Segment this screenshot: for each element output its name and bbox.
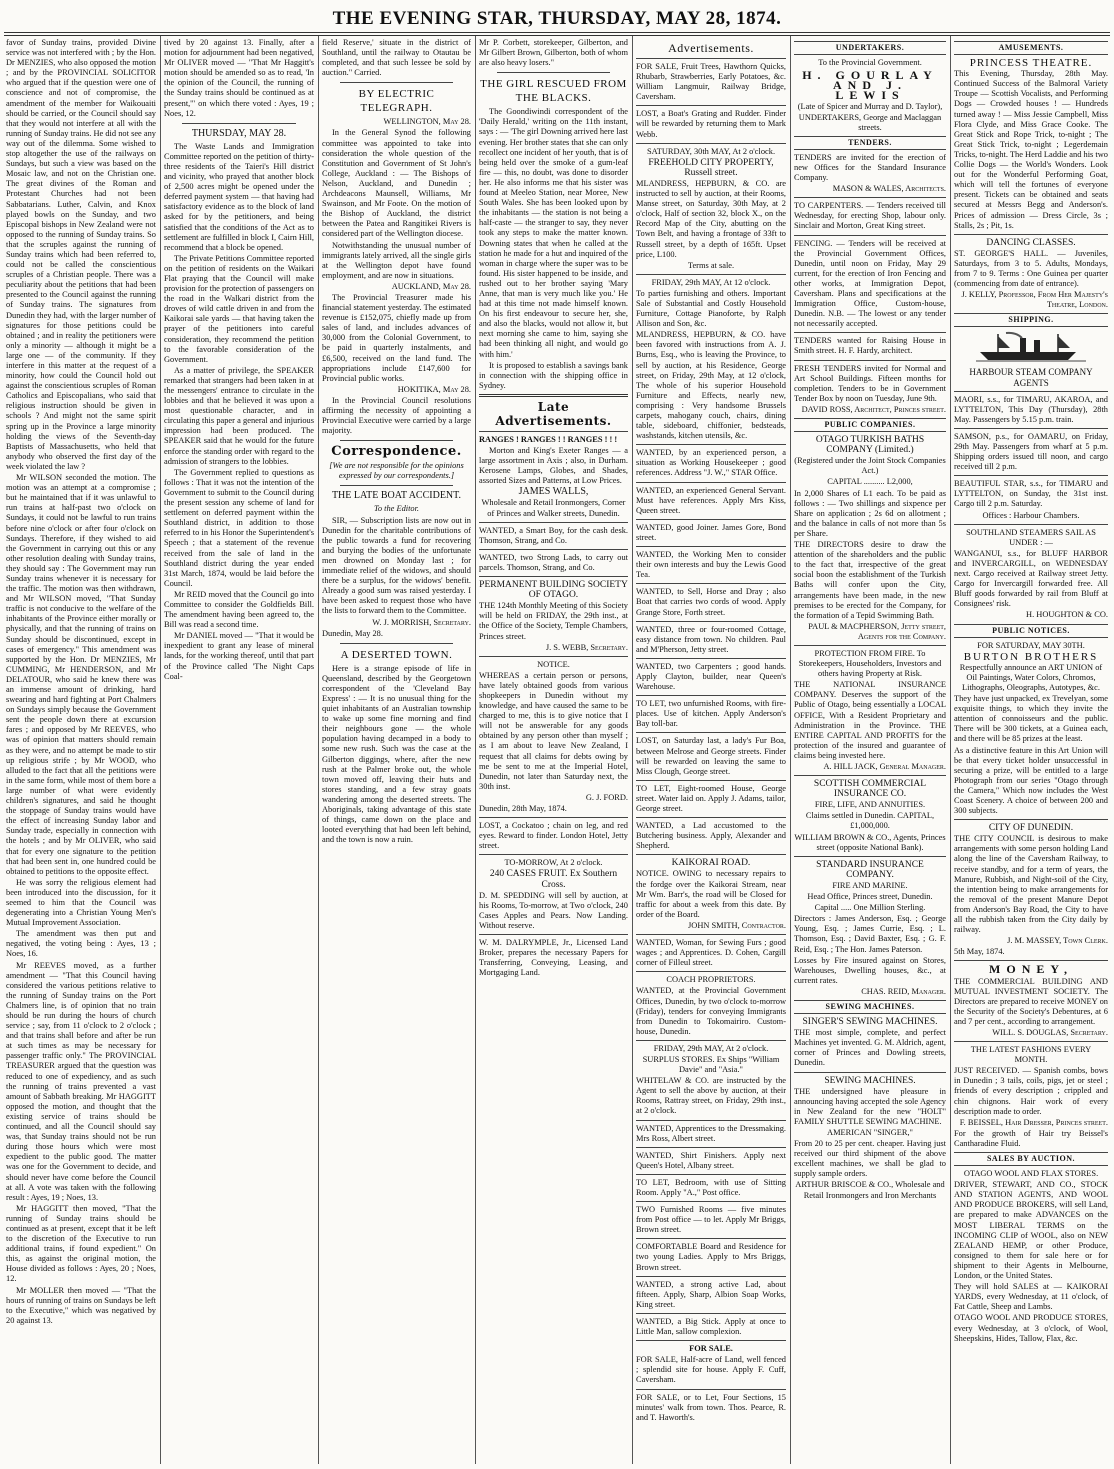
divider — [479, 431, 628, 432]
signature: ARTHUR BRISCOE & CO., Wholesale and Retail Ironmongers and Iron Merchants — [795, 1180, 945, 1200]
divider — [954, 234, 1108, 235]
article-paragraph: tived by 20 against 13. Finally, after a motion for adjournment had been negatived, Mr OLIVER moved — "That Mr Haggitt's motion should be amended so as to read, 'In the opinion of the Council, the running of the Sunday trains should be continued as at present,'" on which there voted : Ayes, 19 ; Noes, 12. — [164, 38, 314, 118]
classified-ad: LOST, a Cockatoo ; chain on leg, and red eyes. Reward to finder. London Hotel, Jetty street. — [479, 821, 628, 851]
ad-body: Morton and King's Exeter Ranges — a large assortment in Axis ; also, in Durham. Kerosene Lamps, Globes, and Shades, assorted Sizes and Patterns, at Low Prices. — [479, 446, 628, 486]
classified-ad: TO LET, Eight-roomed House, George street. Water laid on. Apply J. Adams, tailor, George street. — [636, 783, 786, 813]
divider — [479, 522, 628, 523]
classified-ad: TO LET, two unfurnished Rooms, with fire-places. Use of kitchen. Apply Anderson's Bay toll-bar. — [636, 699, 786, 729]
ad-body: WANTED, at the Provincial Government Offices, Dunedin, by two o'clock to-morrow (Friday), tenders for conveying Immigrants from Dunedin to Tokomairiro. Custom-house, Dunedin. — [636, 986, 786, 1036]
section-heading: UNDERTAKERS. — [794, 41, 946, 55]
divider — [479, 854, 628, 855]
section-heading: AMUSEMENTS. — [954, 41, 1108, 55]
column-divider — [160, 36, 161, 1464]
ad-body: Claims settled in Dunedin. CAPITAL, £1,000,000. — [805, 811, 935, 831]
section-heading: TENDERS. — [794, 136, 946, 150]
column-divider — [632, 36, 633, 1464]
signature: J. KELLY, Professor, From Her Majesty's Theatre, London. — [961, 290, 1108, 310]
divider — [794, 332, 946, 333]
divider — [340, 643, 453, 644]
article-paragraph: He was sorry the religious element had been introduced into the discussion, for it seemed to him that the Council was degenerating into a Christian Young Men's Mutual Improvement Association. — [6, 877, 156, 928]
classified-ad: WANTED, a Lad accustomed to the Butchering business. Apply, Alexander and Shepherd. — [636, 821, 786, 851]
ad-body: In 2,000 Shares of L1 each. To be paid as follows : — Two shillings and sixpence per Share on application ; 2s 6d on allotment ; and the balance in calls of not more than 5s per Share. — [794, 488, 946, 538]
divider — [794, 235, 946, 236]
divider — [794, 1072, 946, 1073]
divider — [636, 1389, 786, 1390]
masthead: THE EVENING STAR, THURSDAY, MAY 28, 1874. — [332, 8, 782, 29]
divider — [182, 123, 296, 124]
dateline: AUCKLAND, May 28. — [391, 281, 471, 291]
column-7 — [954, 38, 1108, 1464]
divider — [636, 444, 786, 445]
section-heading: SEWING MACHINES. — [794, 1000, 946, 1014]
divider — [636, 621, 786, 622]
ad-body: Terms at sale. — [687, 260, 735, 270]
section-heading: Advertisements. — [668, 41, 754, 55]
classified-ad: W. M. DALRYMPLE, Jr., Licensed Land Broker, prepares the necessary Papers for Transferring, Conveying, Leasing, and Mortgaging Land. — [479, 938, 628, 978]
ad-headline: 240 CASES FRUIT. Ex Southern Cross. — [489, 869, 618, 890]
ad-headline: FOR SATURDAY, MAY 30TH. — [977, 640, 1085, 650]
ad-body: THE NATIONAL INSURANCE COMPANY. Deserves the support of the Public of Otago, being essentially a LOCAL OFFICE, With a Resident Proprietary and Administration in the Province. THE ENTIRE CAPITAL AND PROFITS for the protection of the insured and guarantee of claims being invested here. — [794, 680, 946, 760]
divider — [794, 197, 946, 198]
divider — [636, 583, 786, 584]
notice-date: Dunedin, 28th May, 1874. — [479, 804, 567, 813]
ad-body: Head Office, Princes street, Dunedin. — [807, 892, 933, 902]
divider — [636, 1174, 786, 1175]
divider — [636, 143, 786, 144]
signature: W. J. MORRISH, Secretary. — [372, 617, 471, 627]
divider — [479, 549, 628, 550]
column-6 — [794, 38, 946, 1464]
divider — [954, 428, 1108, 429]
ad-body: They will hold SALES at — KAIKORAI YARDS, every Wednesday, at 11 o'clock, of Fat Cattle, Sheep and Lambs. — [954, 1282, 1108, 1312]
divider — [954, 1041, 1108, 1042]
divider — [636, 1147, 786, 1148]
divider — [636, 854, 786, 855]
article-paragraph: The Provincial Treasurer made his financial statement yesterday. The estimated revenue is £152,075, chiefly made up from sales of land, and includes advances of 30,000 from the Colonial Government, to be paid in quarterly instalments, and £6,500, received on the land fund. The appropriations include £147,600 for Provincial public works. — [322, 292, 471, 383]
article-paragraph: Mr DANIEL moved — "That it would be inexpedient to grant any lease of mineral lands, for the working thereof, until that part of the Province called 'The Night Caps Coal- — [164, 631, 314, 681]
ad-headline: COACH PROPRIETORS. — [666, 975, 756, 985]
ad-body: DRIVER, STEWART, AND CO., STOCK AND STATION AGENTS, AND WOOL AND PRODUCE BROKERS, will sell Land, are prepared to make ADVANCES on the MOST LIBERAL TERMS on the INCOMING CLIP of WOOL, also on NEW ZEALAND HEMP, or other Produce, consigned to them for sale here or for shipment to their Agents in Melbourne, London, or the United States. — [954, 1180, 1108, 1281]
column-divider — [790, 36, 791, 1464]
classified-ad: WANTED, a strong active Lad, about fifteen. Apply, Sharp, Albion Soap Works, King street. — [636, 1279, 786, 1309]
ad-headline: OTAGO WOOL AND FLAX STORES. — [963, 1169, 1099, 1179]
article-paragraph: Mr MOLLER then moved — "That the hours of running of trains on Sundays be left to the Executive," which was negatived by 20 against 13. — [6, 1285, 156, 1325]
ad-body: Capital ..... One Million Sterling. — [814, 903, 926, 913]
ad-body: NOTICE. OWING to necessary repairs to the fordge over the Kaikorai Stream, near Mr Wm. Barr's, the road will be Closed for traffic for about a week from this date. By order of the Board. — [636, 869, 786, 919]
classified-ad: FENCING. — Tenders will be received at the Provincial Government Offices, Dunedin, until noon on Friday, May 29 current, for the erection of Iron Fencing and other works, at Immigration Depot, Caversham. Plans and specifications at the Immigration Office, Custom-house, Dunedin. N.B. — The lowest or any tender not necessarily accepted. — [794, 238, 946, 329]
ad-headline: SOUTHLAND STEAMERS SAIL AS UNDER : — — [966, 527, 1096, 547]
ad-headline: PRINCESS THEATRE. — [969, 57, 1093, 70]
ad-headline: NOTICE. — [537, 659, 570, 669]
classified-ad: WANTED, Shirt Finishers. Apply next Queen's Hotel, Albany street. — [636, 1150, 786, 1170]
ad-headline: KAIKORAI ROAD. — [671, 858, 751, 869]
signature: J. M. MASSEY, Town Clerk. — [1007, 936, 1108, 946]
ad-headline: PROTECTION FROM FIRE. To Storekeepers, Householders, Investors and others having Property at Risk. — [798, 648, 942, 679]
divider — [636, 546, 786, 547]
classified-ad: WANTED, three or four-roomed Cottage, easy distance from town. No children. Paul and M'Pherson, Jetty street. — [636, 624, 786, 654]
divider — [954, 475, 1108, 476]
column-divider — [475, 36, 476, 1464]
divider — [636, 971, 786, 972]
ad-body: ST. GEORGE'S HALL. — Juveniles, Saturdays, from 3 to 5. Adults, Mondays, from 7 to 9. Terms : One Guinea per quarter (commencing from date of entrance). — [954, 248, 1108, 289]
masthead-rule — [4, 32, 1110, 33]
classified-ad: FRESH TENDERS invited for Normal and Art School Buildings. Fifteen months for completion. Tenders to be in Government Tender Box by noon on Tuesday, June 9th. — [794, 363, 946, 403]
ad-body: WHEREAS a certain person or persons, have lately obtained goods from various shopkeepers in Dunedin without my knowledge, and have caused the same to be charged to me, this is to give notice that I will not be answerable for any goods obtained by any person other than myself ; as I am about to leave New Zealand, I request that all claims for debts owing by me be sent to me at the Imperial Hotel, Dunedin, not later than Saturday next, the 30th inst. — [479, 670, 628, 791]
signature: CHAS. REID, Manager. — [861, 986, 946, 996]
column-1 — [6, 38, 156, 1464]
divider — [636, 658, 786, 659]
divider — [954, 391, 1108, 392]
article-paragraph: It is proposed to establish a savings bank in connection with the shipping office in Sydney. — [479, 360, 628, 390]
section-heading: BY ELECTRIC TELEGRAPH. — [358, 88, 435, 115]
ad-headline: CITY OF DUNEDIN. — [988, 823, 1074, 834]
ad-name: H. GOURLAY AND J. LEWIS — [802, 68, 938, 103]
ad-body: Respectfully announce an ART UNION of Oil Paintings, Water Colors, Chromos, Lithographs, Oleographs, Autotypes, &c. — [959, 662, 1103, 692]
article-paragraph: The amendment was then put and negatived, the voting being : Ayes, 13 ; Noes, 16. — [6, 929, 156, 959]
signature: DAVID ROSS, Architect, Princes street. — [801, 404, 946, 414]
article-paragraph: Mr REEVES moved, as a further amendment — "That this Council having considered the various petitions relative to the running of Sunday trains on the Port Chalmers line, is of opinion that no train should be run during the hours of church service ; say, from 11 o'clock to 2 o'clock ; and that trains shall before and after be run at such times as may be necessary for passenger traffic only." The PROVINCIAL TREASURER argued that the question was reduced to one of expediency, and as such the running of trains prevented a vast amount of Sabbath breaking. Mr HAGGITT opposed the motion, and thought that the existing service of trains should be continued, and all the Council should say was, that Sunday trains should not be run during those hours which were most expedient to the public good. The matter was one for the Government to decide, and should never have come before the Council at all. A vote was taken with the following result : Ayes, 19 ; Noes, 13. — [6, 960, 156, 1202]
section-heading: THE GIRL RESCUED FROM THE BLACKS. — [480, 78, 627, 105]
classified-ad: TWO Furnished Rooms — five minutes from Post office — to let. Apply Mr Briggs, Brown street. — [636, 1205, 786, 1235]
article-paragraph: The Private Petitions Committee reported on the petition of residents on the Waikari Flat praying that the Council will make provision for the protection of passengers on the road in the Walkari district from the droves of wild cattle driven in and from the Kaikorai sale yards — that having taken the prayer of the petitioners into careful consideration, they recommend the petition to the favorable consideration of the Government. — [164, 253, 314, 364]
divider — [340, 440, 453, 441]
article-paragraph: The Waste Lands and Immigration Committee reported on the petition of thirty-three residents of the Taieri's Hill district and vicinity, who prayed that another block of 2,500 acres might be opened under the deferred payment system — that having had satisfactory evidence as to the block of land asked for by the petitioners, and being satisfied that the conditions of the Act as to settlement are fulfilled in block I, Cairn Hill, recommend that a block be opened. — [164, 141, 314, 252]
ad-headline: RANGES ! RANGES ! ! RANGES ! ! ! — [479, 434, 618, 444]
ad-headline: FREEHOLD CITY PROPERTY, Russell street. — [648, 157, 774, 178]
column-4 — [479, 38, 628, 1464]
column-2 — [164, 38, 314, 1464]
ad-headline: TO-MORROW, At 2 o'clock. — [504, 858, 603, 868]
ad-headline: BURTON BROTHERS — [963, 650, 1099, 663]
ad-headline: FIRE, LIFE, AND ANNUITIES. — [814, 800, 926, 810]
steamship-icon — [976, 330, 1086, 364]
classified-ad: WANTED, Apprentices to the Dressmaking. Mrs Ross, Albert street. — [636, 1123, 786, 1143]
divider — [497, 72, 610, 73]
divider — [340, 82, 453, 83]
classified-ad: TO CARPENTERS. — Tenders received till Wednesday, for erecting Shop, labour only. Sinclair and Morton, Great King street. — [794, 201, 946, 231]
ad-headline: FIRE AND MARINE. — [832, 880, 908, 890]
classified-ad: WANTED, an experienced General Servant. Must have references. Apply Mrs Kiss, Queen street. — [636, 485, 786, 515]
ad-headline: FRIDAY, 29th MAY, At 2 o'clock. — [653, 1043, 769, 1053]
divider — [479, 934, 628, 935]
signature: WILL. S. DOUGLAS, Secretary. — [992, 1027, 1108, 1037]
classified-ad: WANGANUI, s.s., for BLUFF HARBOR and INVERCARGILL, on WEDNESDAY next. Cargo received at Railway street Jetty. Cargo for Invercargill forwarded free. All Bluff goods forwarded by rail from Bluff at Consignees' risk. — [954, 548, 1108, 609]
ad-body: (Registered under the Joint Stock Companies Act.) — [794, 456, 946, 476]
divider — [636, 274, 786, 275]
section-heading: Correspondence. — [331, 444, 462, 460]
ad-body: WHITELAW & CO. are instructed by the Agent to sell the above by auction, at their Rooms, Rattray street, on Friday, 29th inst., at 2 o'clock. — [636, 1076, 786, 1116]
ad-body: Offices : Harbour Chambers. — [982, 510, 1080, 520]
divider — [794, 360, 946, 361]
divider — [636, 1040, 786, 1041]
classified-ad: FOR SALE, Fruit Trees, Hawthorn Quicks, Rhubarb, Strawberries, Early Potatoes, &c. William Langmuir, Railway Bridge, Caversham. — [636, 62, 786, 102]
classified-ad: LOST, on Saturday last, a lady's Fur Boa, between Melrose and George streets. Finder will be rewarded on leaving the same to Miss Clough, George street. — [636, 736, 786, 776]
letter-heading: THE LATE BOAT ACCIDENT. — [331, 490, 462, 502]
article-paragraph: SIR, — Subscription lists are now out in Dunedin for the charitable contributions of the public towards a fund for recovering and burying the bodies of the unfortunate men drowned on Monday last ; for immediate relief of the widows, and should there be a surplus, for the widows' benefit. Already a good sum was raised yesterday. I have been asked to request those who have the lists to forward them to the Committee. — [322, 515, 471, 616]
ad-body: MLANDRESS, HEPBURN, & CO. are instructed to sell by auction, at their Rooms, Manse street, on Saturday, 30th May, at 2 o'clock, Half of section 32, block X., on the Record Map of the City, abutting on the Town Belt, and having a frontage of 33ft to Russell street, by a depth of 165ft. Upset price, L100. — [636, 178, 786, 259]
ad-headline: AMERICAN "SINGER," — [827, 1128, 913, 1137]
article-paragraph: Mr REID moved that the Council go into Committee to consider the Goldfields Bill. The amendment having been agreed to, the Bill was read a second time. — [164, 589, 314, 630]
classified-ad: WANTED, by an experienced person, a situation as Working Housekeeper ; good references. Address "J. W.," STAR Office. — [636, 448, 786, 478]
classified-ad: WANTED, Woman, for Sewing Furs ; good wages ; and Apprentices. D. Cohen, Cargill corner of Filleul street. — [636, 938, 786, 968]
classified-ad: WANTED, a Big Stick. Apply at once to Little Man, sallow complexion. — [636, 1316, 786, 1337]
ad-body: D. M. SPEDDING will sell by auction, at his Rooms, To-morrow, at Two o'clock, 240 Cases Apples and Pears. Now Landing. Without reserve. — [479, 890, 628, 930]
ad-body: Losses by Fire insured against on Stores, Warehouses, Dwelling houses, &c., at current rates. — [794, 955, 946, 985]
section-heading: PUBLIC COMPANIES. — [794, 418, 946, 432]
editorial-note: [We are not responsible for the opinions expressed by our correspondents.] — [329, 461, 464, 481]
signature: G. J. FORD. — [585, 792, 628, 802]
article-paragraph: field Reserve,' situate in the district of Southland, until the railway to Otautau be completed, and that such lessee be sold by auction." Carried. — [322, 38, 471, 78]
ad-body: To parties furnishing and others. Important Sale of Substantial and Costly Household Furniture, Cottage Pianoforte, by Ralph Allison and Son, &c. — [636, 288, 786, 329]
divider — [794, 775, 946, 776]
ad-body: Directors : James Anderson, Esq. ; George Young, Esq. ; James Currie, Esq. ; L. Thomson, Esq. ; David Baxter, Esq. ; G. F. Reid, Esq. ; The Hon. James Paterson. — [794, 914, 946, 954]
ad-body: THE DIRECTORS desire to draw the attention of the shareholders and the public to the fact that, irrespective of the great social boon the establishment of the Turkish Baths will confer upon the City, arrangements have been made, in the new premises to be erected for the Company, for the formation of a Tepid Swimming Bath. — [794, 540, 946, 620]
ad-body: THE most simple, complete, and perfect Machines yet invented. G. M. Aldrich, agent, corner of Princes and Dowling streets, Dunedin. — [794, 1028, 946, 1068]
classified-ad: SAMSON, p.s., for OAMARU, on Friday, 29th May. Passengers from wharf at 5 p.m. Shipping orders issued till noon, and cargo received till 2 p.m. — [954, 431, 1108, 472]
classified-ad: WANTED, a Smart Boy, for the cash desk. Thomson, Strang, and Co. — [479, 525, 628, 545]
ad-body: For the growth of Hair try Beissel's Cantharadine Fluid. — [954, 1128, 1108, 1148]
divider — [636, 695, 786, 696]
divider — [340, 485, 453, 486]
divider — [954, 819, 1108, 820]
ad-headline: SCOTTISH COMMERCIAL INSURANCE CO. — [813, 779, 927, 800]
classified-ad: BEAUTIFUL STAR, s.s., for TIMARU and LYTTELTON, on Sunday, the 31st inst. Cargo till 2 p.m. Saturday. — [954, 479, 1108, 509]
ad-headline: FRIDAY, 29th MAY, At 12 o'clock. — [651, 277, 771, 287]
article-paragraph: Mr WILSON seconded the motion. The motion was an attempt at a compromise ; but he maintained that if it was unlawful to run trains at half-past two o'clock on Sundays, it could not be lawful to run trains before nine o'clock or after four o'clock on Sundays. Therefore, if they wished to aid the Government in carrying out this or any other resolution dealing with Sunday trains, they should say : The Government may run Sunday trains whenever it is necessary for the traffic. The motion was then withdrawn, and Mr WILSON moved, "That Sunday traffic is not conducive to the welfare of the inhabitants of the Province either morally or physically, and that the running of trains on Sunday should be discontinued, except in cases of emergency." This amendment was supported by the Hon. Dr MENZIES, Mr CUMMING, Mr HENDERSON, and Mr DELATOUR, who said he knew there was an immense amount of drinking, hard swearing and hard fighting at Port Chalmers on Sundays simply because the Government sent the people down there at excursion fares ; and opposed by Mr REEVES, who was of opinion that matters should remain as they were, and no attempt be made to stir up religious strife ; by Mr WOOD, who alluded to the fact that all the petitions were in the same form, while most of them bore a large number of what were evidently children's signatures, and said he thought the stoppage of Sunday trains would have the effect of increasing Sunday labor and Sunday trade, especially in connection with the hotels ; and by Mr OLIVER, who said that for every one signature to the petition that had been sent in, one hundred could be obtained to petitions to the opposite effect. — [6, 473, 156, 876]
ad-body: THE undersigned have pleasure in announcing having accepted the sole Agency in New Zealand for the new "HOLT" FAMILY SHUTTLE SEWING MACHINE. — [794, 1086, 946, 1126]
ad-body: OTAGO WOOL AND PRODUCE STORES, every Wednesday, at 3 o'clock, of Wool, Sheepskins, Hides, Tallow, Flax, &c. — [954, 1313, 1108, 1343]
divider — [636, 1340, 786, 1341]
column-divider — [950, 36, 951, 1464]
classified-ad: WANTED, two Strong Lads, to carry out parcels. Thomson, Strang, and Co. — [479, 552, 628, 572]
ad-body: As a distinctive feature in this Art Union will be that every ticket holder unsuccessful in securing a prize, will be entitled to a large Photograph from our series "Otago through the Camera," Which now includes the West Coast Scenery. A choice of between 200 and 300 subjects. — [954, 745, 1108, 816]
section-heading: A DESERTED TOWN. — [340, 648, 453, 661]
section-heading: PUBLIC NOTICES. — [954, 624, 1108, 638]
ad-headline: SEWING MACHINES. — [824, 1075, 916, 1086]
classified-ad: COMFORTABLE Board and Residence for two young Ladies. Apply to Mrs Briggs, Brown street. — [636, 1242, 786, 1272]
ad-headline: SURPLUS STORES. Ex Ships "William Davie" and "Asia." — [642, 1054, 780, 1075]
divider — [479, 576, 628, 577]
divider — [636, 780, 786, 781]
section-heading: SHIPPING. — [954, 313, 1108, 327]
ad-headline: SATURDAY, 30th MAY, At 2 o'clock. — [646, 146, 776, 156]
classified-ad: WANTED, to Sell, Horse and Dray ; also Boat that carries two cords of wood. Apply Grange Store, Forth street. — [636, 587, 786, 617]
section-heading: THURSDAY, MAY 28. — [191, 127, 287, 139]
classified-ad: WANTED, the Working Men to consider their own interests and buy the Lewis Good Tea. — [636, 550, 786, 580]
divider — [636, 1313, 786, 1314]
ad-headline: SINGER'S SEWING MACHINES. — [802, 1017, 938, 1028]
ad-body: WILLIAM BROWN & CO., Agents, Princes street (opposite National Bank). — [794, 832, 946, 852]
ad-body: They have just unpacked, ex Trevelyan, some exquisite things, to which they invite the attention of connoisseurs and the public. There will be 300 tickets, at a Guinea each, and there will be 85 prizes at the least. — [954, 694, 1108, 744]
divider — [636, 1120, 786, 1121]
divider — [636, 1276, 786, 1277]
dateline: HOKITIKA, May 28. — [397, 384, 471, 394]
section-heading: Late Advertisements. — [495, 399, 612, 428]
ad-name: JAMES WALLS, — [518, 486, 589, 498]
signature: J. S. WEBB, Secretary. — [545, 642, 628, 652]
article-paragraph: The Government replied to questions as follows : That it was not the intention of the Government to submit to the Council during the present session any scheme of land for settlement on deferred payment within the Southland district, in addition to those referred to in his Honor the Superintendent's Speech ; that a statement of the revenue received from the sale of land in the Southland district during the year ended 31st March, 1874, would be laid before the Council. — [164, 467, 314, 588]
divider — [794, 856, 946, 857]
divider — [636, 58, 786, 59]
dateline: WELLINGTON, May 28. — [383, 117, 471, 127]
column-divider — [318, 36, 319, 1464]
ad-body: From 20 to 25 per cent. cheaper. Having just received our third shipment of the above excellent machines, we shall be glad to supply sample orders. — [794, 1139, 946, 1179]
ad-body: MLANDRESS, HEPBURN, & CO. have been favored with instructions from A. J. Burns, Esq., who is leaving the Province, to sell by auction, at his Residence, George street, on Friday, 29th May, at 12 o'clock, The whole of his superior Household Furniture and Effects, nearly new, comprising : Very handsome Brussels carpets, mahogany couch, chairs, dining table, sideboard, chiffonier, bedsteads, washstands, kitchen utensils, &c. — [636, 330, 786, 441]
signature: F. BEISSEL, Hair Dresser, Princes street. — [959, 1117, 1108, 1127]
ad-headline: MONEY, — [989, 962, 1073, 977]
ad-body: THE CITY COUNCIL is desirous to make arrangements with some person holding Land along the line of the Caversham Railway, to receive standby, and for a term of years, the Manure, Rubbish, and Night-soil of the City, the intention being to make arrangements for the removal of the present Manure Depot from Anderson's Bay Road, the City to have all the rubbish taken from the City daily by railway. — [954, 834, 1108, 935]
classified-ad: TENDERS wanted for Raising House in Smith street. H. F. Hardy, architect. — [794, 336, 946, 356]
ad-headline: OTAGO TURKISH BATHS COMPANY (Limited.) — [815, 435, 925, 456]
section-heading: SALES BY AUCTION. — [954, 1152, 1108, 1166]
divider — [954, 960, 1108, 961]
classified-ad: TENDERS are invited for the erection of new Offices for the Standard Insurance Company. — [794, 152, 946, 183]
steamship-icon — [976, 330, 1086, 364]
signature: MASON & WALES, Architects. — [832, 184, 946, 194]
ad-headline: FOR SALE. — [689, 1344, 733, 1354]
classified-ad: MAORI, s.s., for TIMARU, AKAROA, and LYTTELTON, This Day (Thursday), 28th May. Passengers by 5.15 p.m. train. — [954, 394, 1108, 424]
article-paragraph: Mr HAGGITT then moved, "That the running of Sunday trains should be continued as at present, except that it be left to the discretion of the Executive to run additional trains, if found expedient." On this, as against the original motion, the House divided as follows : Ayes, 20 ; Noes, 12. — [6, 1203, 156, 1284]
ad-body: Wholesale and Retail Ironmongers, Corner of Princes and Walker streets, Dunedin. — [481, 498, 626, 518]
ad-body: CAPITAL .......... L2,000, — [827, 477, 913, 487]
ad-body: THE 124th Monthly Meeting of this Society will be held on FRIDAY, the 29th inst., at the Office of the Society, Temple Chambers, Princes street. — [479, 601, 628, 641]
ad-body: This Evening, Thursday, 28th May. Continued Success of the Balmoral Variety Troupe — Scottish Vocalists, and Performing Dogs — Crowded houses ! — Hundreds turned away ! — Miss Jessie Campbell, Miss Flora Clyde, and Miss Grace Cooke. The Great Stick and Rope Trick, to-night ; The Great Stick Trick, to-night ; Legerdemain Tricks, to-night. The Herd Laddie and his two Collie Dogs — the World's Wonders. Look out for the Wonderful Performing Goat, which will tell the fortunes of everyone present. Tickets can be obtained and seats secured at Messrs Begg and Anderson's. Prices of admission — Dress Circle, 3s ; Stalls, 2s ; Pit, 1s. — [954, 69, 1108, 230]
article-paragraph: In the Provincial Council resolutions affirming the necessity of appointing a Provincial Executive were carried by a large majority. — [322, 395, 471, 436]
classified-ad: TO LET, Bedroom, with use of Sitting Room. Apply "A.," Post office. — [636, 1177, 786, 1197]
divider — [479, 817, 628, 818]
classified-ad: LOST, a Boat's Grating and Rudder. Finder will be rewarded by returning them to Mark Webb. — [636, 109, 786, 139]
divider — [636, 934, 786, 935]
notice-date: 5th May, 1874. — [954, 947, 1005, 957]
divider — [636, 519, 786, 520]
signature: H. HOUGHTON & CO. — [1026, 610, 1108, 620]
classified-ad: WANTED, good Joiner. James Gore, Bond street. — [636, 522, 786, 542]
article-paragraph: In the General Synod the following committee was appointed to take into consideration the whole question of the Constitution and Government of St John's College, Auckland : — The Bishops of Nelson, Auckland, and Dunedin ; Archdeacons Maunsell, Williams, Mr Swainson, and Mr Foote. On the motion of the Bishop of Auckland, the district between the Patea and Rangitikei Rivers is considered part of the Wellington diocese. — [322, 128, 471, 239]
divider — [794, 645, 946, 646]
article-paragraph: Notwithstanding the unusual number of immigrants lately arrived, all the single girls at the Wellington depot have found employment, and are now in situations. — [322, 240, 471, 280]
divider — [954, 524, 1108, 525]
article-paragraph: Mr P. Corbett, storekeeper, Gilberton, and Mr Gilbert Brown, Gilberton, both of whom are also heavy losers." — [479, 38, 628, 68]
divider — [479, 394, 628, 397]
article-paragraph: Here is a strange episode of life in Queensland, described by the Georgetown correspondent of the 'Cleveland Bay Express' : — It is no unusual thing for the quiet inhabitants of an Australian township to wake up some fine morning and find their neighbours gone — the whole population having decamped in a body to some new rush. Such was the case at the Gilberton diggings, where, after the new rush at the Palmer broke out, the whole town moved off, leaving their huts and stores standing, and a few stray goats wandering among the deserted streets. The Aboriginals, taking advantage of this state of things, came down on the place and looted everything that had been left behind, and the town is now a ruin. — [322, 663, 471, 845]
signature: PAUL & MACPHERSON, Jetty street, Agents for the Company. — [808, 621, 946, 641]
column-3 — [322, 38, 471, 1464]
divider — [636, 732, 786, 733]
divider — [636, 482, 786, 483]
divider — [636, 1201, 786, 1202]
ad-headline: THE LATEST FASHIONS EVERY MONTH. — [970, 1045, 1092, 1065]
ad-body: (Late of Spicer and Murray and D. Taylor), UNDERTAKERS, George and Maclaggan streets. — [797, 102, 943, 132]
letter-salutation: To the Editor. — [373, 504, 420, 514]
divider — [636, 1238, 786, 1239]
ad-headline: PERMANENT BUILDING SOCIETY OF OTAGO. — [479, 580, 628, 601]
ad-body: THE COMMERCIAL BUILDING AND MUTUAL INVESTMENT SOCIETY. The Directors are prepared to receive MONEY on the Security of the Society's Debentures, at 6 and 7 per cent., according to arrangement. — [954, 976, 1108, 1026]
signature: JOHN SMITH, Contractor. — [688, 920, 786, 930]
ad-headline: STANDARD INSURANCE COMPANY. — [816, 859, 924, 880]
article-paragraph: As a matter of privilege, the SPEAKER remarked that strangers had been taken in at the messengers' entrance to circulate in the lobbies and that he believed it was upon a most questionable character, and in circulating this paper a general and injurious impression had been produced. The SPEAKER said that he would for the future enforce the standing order with regard to the admission of strangers to the lobbies. — [164, 365, 314, 466]
classified-ad: FOR SALE, Half-acre of Land, well fenced ; splendid site for house. Apply F. Cuff, Caversham. — [636, 1355, 786, 1385]
signature: A. HILL JACK, General Manager. — [823, 762, 946, 771]
ad-body: To the Provincial Government. — [818, 58, 922, 68]
ad-headline: HARBOUR STEAM COMPANY AGENTS — [969, 367, 1093, 388]
article-paragraph: favor of Sunday trains, provided Divine service was not interfered with ; by the Hon. Dr MENZIES, who also opposed the motion ; and by the PROVINCIAL SOLICITOR who argued that if the question were one of conscience and not of compromise, the amendment of the member for Waikouaiti should be carried, or the Council should say that they would not interfere at all with the running of Sunday trains. He did not see any way out of the dilemma. Some wished to stop altogether the use of the railways on Sundays, but such a view was based on the Mosaic law, and not on the Christian one. The great divines of the Roman and Protestant Churches had not been Sabbatarians. Luther, Calvin, and Knox played bowls on the Sunday, and two Episcopal bishops in New Zealand were not opposed to the running of Sunday trains. So that the scruples against the running of Sunday trains which had been referred to, could not be called the conscientious scruples of a Christian people. There was a peculiarity about the petitions that had been presented to the Council against the running of Sunday trains. The signatures from Dunedin they had, with the larger number of signatures for those petitions could be obtained ; and in reality the petitioners were only a minority — although it might be a large one — of the community. If they interfere in this matter at the request of a minority, how could the Council hold out against the conscientious scruples of Roman Catholics and Episcopalians, who said that religious instruction should be given in schools ? And might not the same spirit spring up in the Province a large minority holding the views of the Seventh-day Baptists of Massachusetts, who held that anybody who observed the first day of the week violated the law ? — [6, 38, 156, 471]
classified-ad: WANTED, two Carpenters ; good hands. Apply Clayton, builder, near Queen's Warehouse. — [636, 661, 786, 692]
masthead-rule — [4, 35, 1110, 36]
divider — [479, 656, 628, 657]
divider — [636, 817, 786, 818]
column-5 — [636, 38, 786, 1464]
ad-headline: DANCING CLASSES. — [986, 237, 1076, 248]
classified-ad: FOR SALE, or to Let, Four Sections, 15 minutes' walk from town. Thos. Pearce, R. and T. Haworth's. — [636, 1392, 786, 1422]
article-paragraph: The Goondiwindi correspondent of the 'Daily Herald,' writing on the 11th instant, says : — 'The girl Downing arrived here last evening. Her brother states that she can only recollect one incident of her youth, that is of being held over the smoke of a gum-leaf fire — this, no doubt, was done to disorder her. He also informs me that his sister was found at Meeleo Station, near Moree, New South Wales. She has been looked upon by the inhabitants — the station is not being a half-caste — the stranger to say, they never took any steps to make the matter known. Downing states that when he called at the station he made for a hut and inquired of the woman in charge where the super was to be found. His sister happened to be inside, and rushed out to her brother saying 'Mary Anne, that man is very much like you.' He had at this time not made himself known. On his first endeavour to secure her, she, and also the blacks, would not allow it, but next morning she came to him, saying she had been thinking all night, and would go with him.' — [479, 107, 628, 359]
letter-date: Dunedin, May 28. — [322, 628, 383, 638]
divider — [636, 105, 786, 106]
ad-body: JUST RECEIVED. — Spanish combs, bows in Dunedin ; 3 tails, coils, pigs, jet or steel ; friends of every description ; crippled and chin chignons. Hair work of every description made to order. — [954, 1066, 1108, 1116]
